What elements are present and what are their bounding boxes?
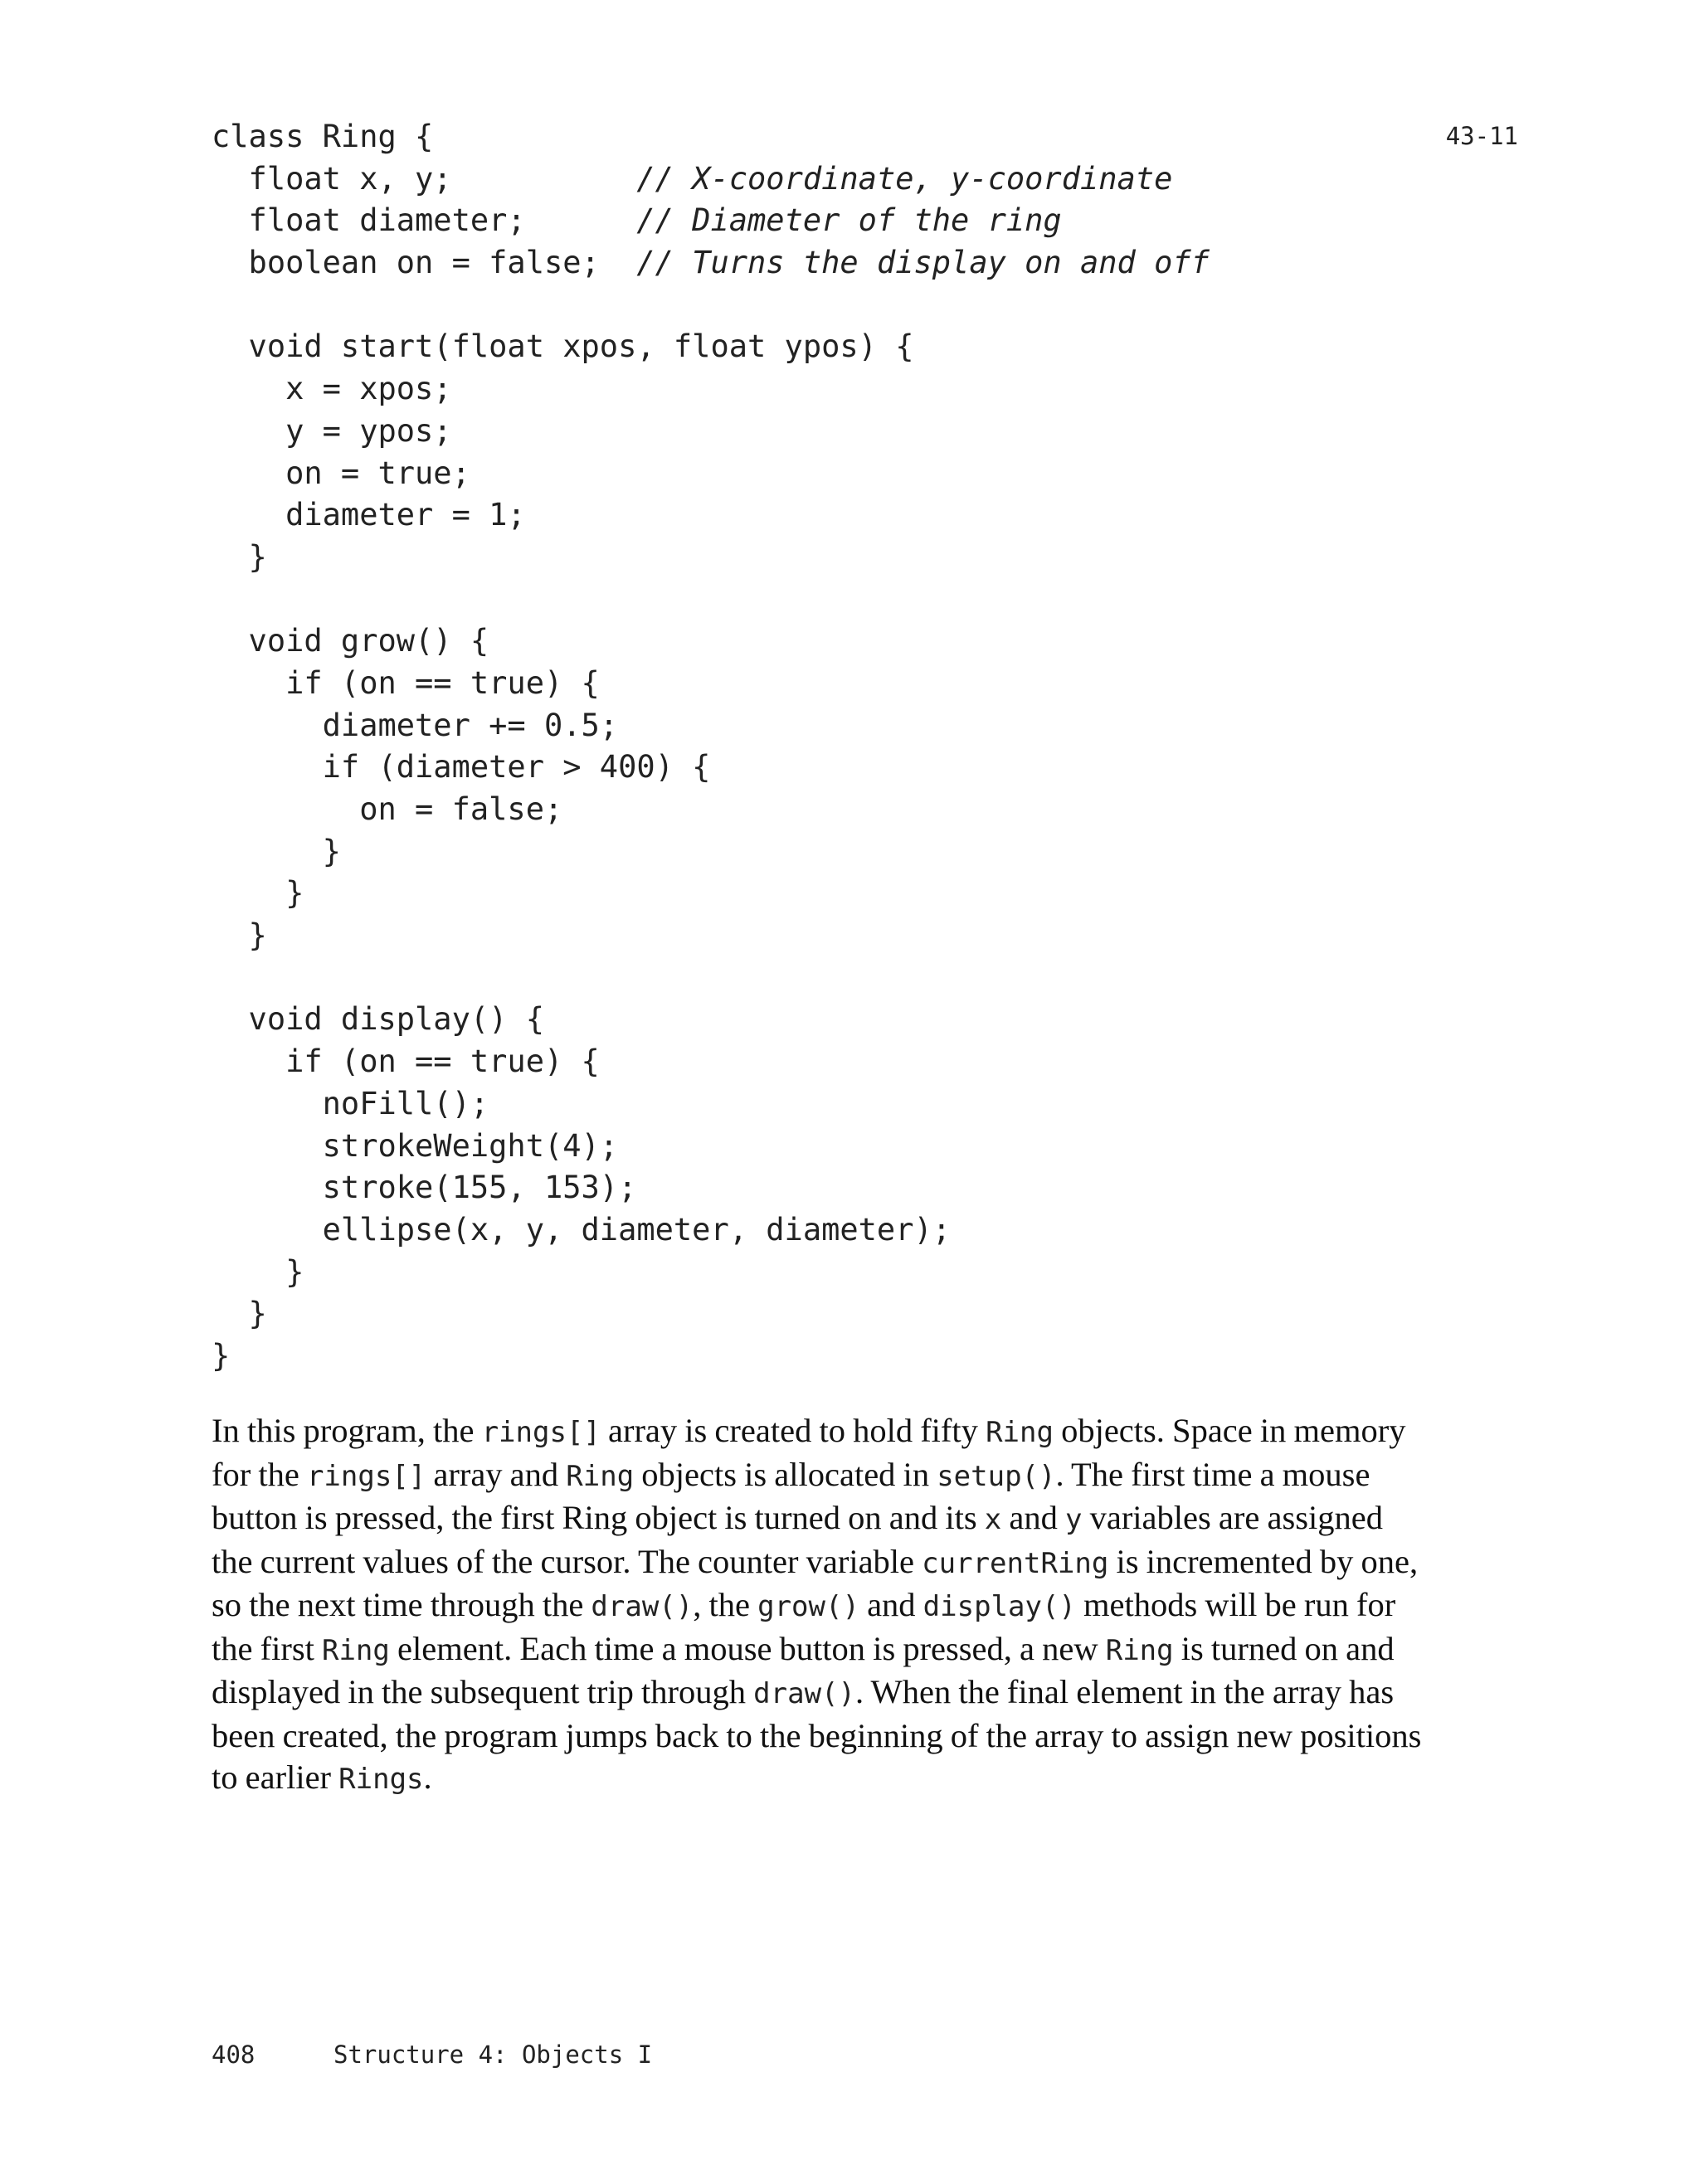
inline-code: Ring (566, 1459, 635, 1493)
code-text: y = ypos; (212, 412, 452, 449)
page-number: 408 (212, 2041, 256, 2069)
code-text: void display() { (212, 1001, 544, 1038)
code-line (212, 1335, 1210, 1378)
code-line (212, 242, 1210, 285)
text-run: is turned on and displayed in the subsequent trip through (212, 1629, 1395, 1710)
code-text: } (212, 875, 304, 912)
code-line (212, 831, 1210, 873)
inline-code: draw() (591, 1590, 694, 1623)
code-line (212, 158, 1210, 201)
text-run: array is created to hold fifty (600, 1412, 986, 1449)
code-line (212, 915, 1210, 957)
code-line (212, 1293, 1210, 1335)
code-text: class Ring { (212, 119, 434, 154)
code-line (212, 579, 1210, 621)
code-comment: // X-coordinate, y-coordinate (636, 160, 1173, 197)
code-text: diameter += 0.5; (212, 707, 619, 743)
inline-code: Ring (986, 1416, 1054, 1449)
code-listing (212, 116, 1210, 1378)
code-text: if (on == true) { (212, 664, 600, 701)
inline-code: x (984, 1503, 1002, 1536)
code-text: } (212, 1253, 304, 1290)
inline-code: rings[] (481, 1416, 601, 1449)
code-line (212, 368, 1210, 411)
inline-code: currentRing (922, 1546, 1109, 1580)
code-line (212, 747, 1210, 789)
code-text: void start(float xpos, float ypos) { (212, 328, 914, 365)
code-line (212, 1041, 1210, 1083)
code-line (212, 200, 1210, 242)
page-footer (212, 2041, 652, 2069)
code-text: diameter = 1; (212, 497, 526, 533)
margin-label: 43-11 (1445, 122, 1518, 150)
code-text: } (212, 538, 267, 575)
code-text: } (212, 1296, 267, 1332)
inline-code: rings[] (306, 1459, 426, 1493)
text-run: In this program, the (212, 1412, 482, 1449)
code-text: } (212, 833, 341, 869)
text-run: . (423, 1758, 432, 1796)
inline-code: Ring (321, 1633, 390, 1667)
text-run: and (859, 1586, 923, 1623)
code-text: noFill(); (212, 1085, 489, 1121)
code-line (212, 620, 1210, 663)
inline-code: y (1064, 1503, 1083, 1536)
text-run: , the (693, 1586, 758, 1623)
code-line (212, 326, 1210, 368)
text-run: and (1001, 1499, 1065, 1536)
inline-code: draw() (753, 1677, 855, 1710)
text-run: element. Each time a mouse button is pressed, a new (389, 1629, 1106, 1667)
code-text: } (212, 917, 267, 954)
code-line (212, 494, 1210, 537)
code-text: float x, y; (212, 160, 637, 197)
text-run: objects is allocated in (634, 1455, 937, 1493)
text-run: . The first time a mouse button is pressed, the first Ring object is turned on and its (212, 1455, 1370, 1536)
body-paragraph (212, 1410, 1431, 1801)
text-run: variables are assigned the current values of the cursor. The counter variable (212, 1499, 1383, 1580)
text-run: objects. Space in memory for the (212, 1412, 1406, 1493)
code-text: boolean on = false; (212, 245, 637, 281)
text-run: . When the final element in the array has been created, the program jumps back to the beginning of the array to assign new positions to earlier (212, 1673, 1422, 1796)
code-text: strokeWeight(4); (212, 1127, 619, 1164)
code-text: void grow() { (212, 623, 489, 659)
inline-code: Ring (1105, 1633, 1174, 1667)
code-text: on = false; (212, 791, 563, 827)
code-line (212, 663, 1210, 705)
code-line (212, 1209, 1210, 1252)
code-line (212, 1167, 1210, 1209)
code-text: if (diameter > 400) { (212, 749, 711, 786)
code-line (212, 116, 1210, 158)
inline-code: display() (923, 1590, 1076, 1623)
code-comment: // Turns the display on and off (636, 245, 1210, 281)
code-line (212, 411, 1210, 453)
code-text: x = xpos; (212, 371, 452, 407)
code-line (212, 957, 1210, 1000)
code-text: on = true; (212, 455, 470, 491)
code-comment: // Diameter of the ring (636, 202, 1062, 239)
inline-code: Rings (338, 1763, 424, 1796)
inline-code: setup() (937, 1459, 1056, 1493)
code-text: } (212, 1337, 231, 1374)
code-line (212, 1126, 1210, 1168)
code-line (212, 1083, 1210, 1126)
text-run: array and (426, 1455, 567, 1493)
code-line (212, 789, 1210, 831)
code-text: float diameter; (212, 202, 637, 239)
code-line (212, 537, 1210, 579)
code-line (212, 1252, 1210, 1294)
text-run: methods will be run for the first (212, 1586, 1396, 1667)
code-line (212, 453, 1210, 495)
inline-code: grow() (757, 1590, 859, 1623)
code-text: ellipse(x, y, diameter, diameter); (212, 1211, 952, 1248)
code-line (212, 285, 1210, 327)
text-run: is incremented by one, so the next time through the (212, 1542, 1419, 1623)
section-title: Structure 4: Objects I (333, 2041, 653, 2069)
code-line (212, 873, 1210, 915)
code-line (212, 999, 1210, 1041)
code-text: stroke(155, 153); (212, 1170, 637, 1206)
code-line (212, 705, 1210, 747)
code-text: if (on == true) { (212, 1043, 600, 1080)
